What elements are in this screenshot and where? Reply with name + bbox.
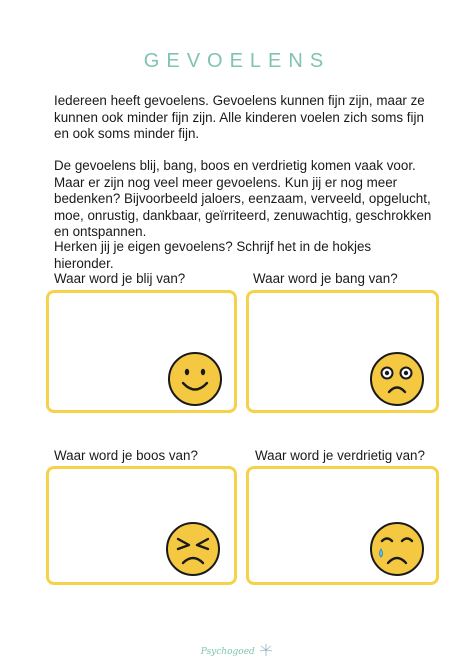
scared-face-icon [369, 351, 425, 407]
intro-paragraph: Iedereen heeft gevoelens. Gevoelens kunnen fijn zijn, maar ze kunnen ook minder fijn zijn. Alle kinderen voelen zich soms fijn en ook soms minder fijn. [54, 93, 425, 142]
footer-logo [0, 641, 474, 659]
question-boos: Waar word je boos van? [54, 448, 198, 463]
brand-name: Psychogoed [200, 647, 255, 657]
feelings-paragraph: De gevoelens blij, bang, boos en verdrietig komen vaak voor. Maar er zijn nog veel meer gevoelens. Kun jij er nog meer bedenken? Bijvoorbeeld jaloers, eenzaam, verveeld, opgelucht, moe, onrustig, dankbaar, geïrriteerd, zenuwachtig, geschrokken en ontspannen. [54, 158, 432, 240]
question-blij: Waar word je blij van? [54, 271, 186, 286]
instruction-paragraph: Herken jij je eigen gevoelens? Schrijf het in de hokjes hieronder. [54, 239, 372, 271]
answer-box-blij[interactable] [46, 290, 237, 413]
dandelion-icon [259, 643, 273, 657]
answer-box-boos[interactable] [46, 466, 237, 585]
answer-box-verdrietig[interactable] [246, 466, 439, 585]
sad-crying-face-icon [369, 521, 425, 577]
angry-face-icon [165, 521, 221, 577]
page-title: GEVOELENS [143, 50, 331, 72]
question-verdrietig: Waar word je verdrietig van? [255, 448, 425, 463]
question-bang: Waar word je bang van? [253, 271, 398, 286]
answer-box-bang[interactable] [246, 290, 439, 413]
happy-face-icon [167, 351, 223, 407]
